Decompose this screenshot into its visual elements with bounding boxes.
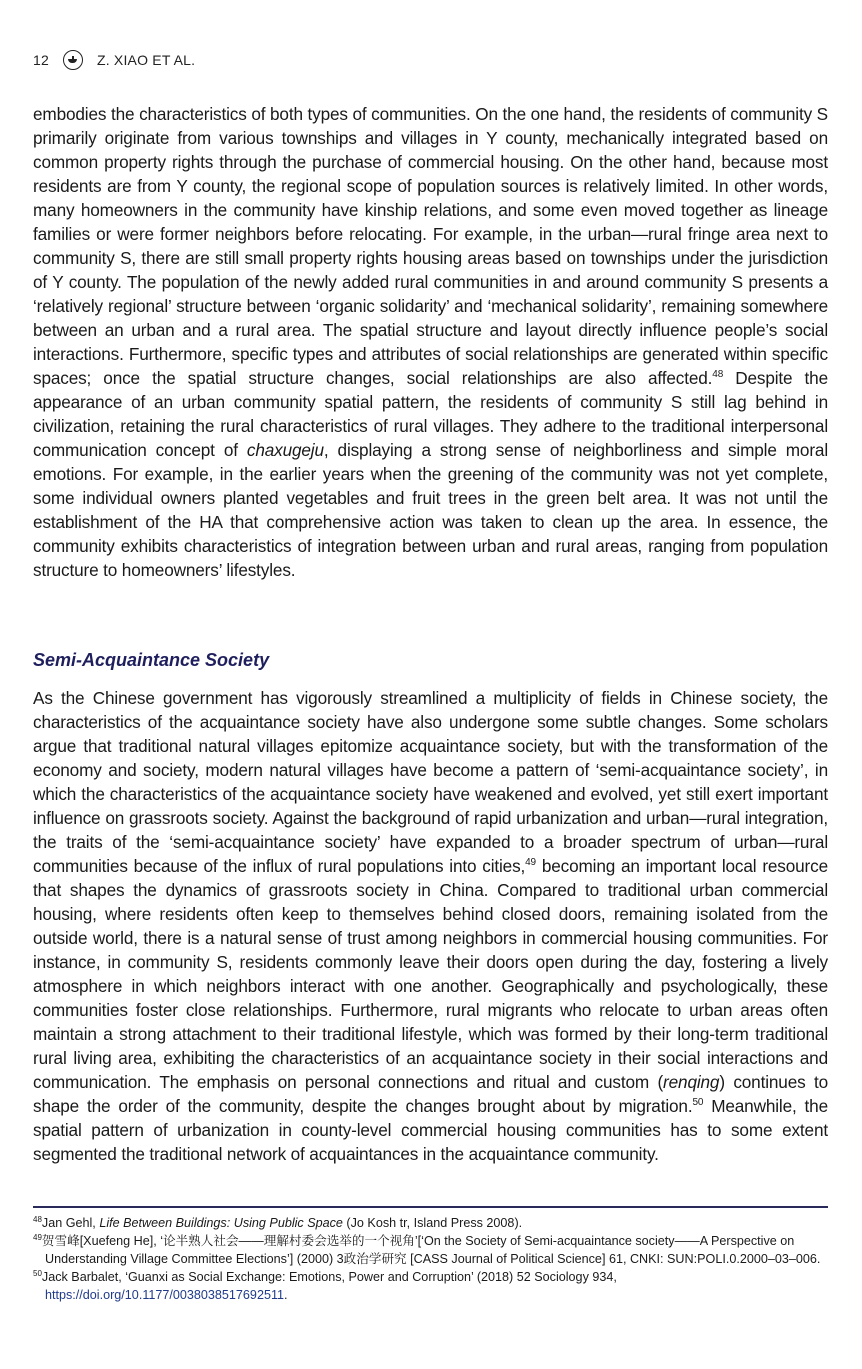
footnote-48 (33, 1214, 828, 1232)
journal-lamp-icon (63, 50, 83, 70)
footnote-text: Jack Barbalet, ‘Guanxi as Social Exchange: Emotions, Power and Corruption’ (2018) 52 Sociology 934, (41, 1270, 617, 1284)
paragraph-text: becoming an important local resource that shapes the dynamics of grassroots society in China. Compared to traditional urban commercial housing, where residents often keep to themselves behind closed doors, remaining isolated from the outside world, there is a natural sense of trust among neighbors in commercial housing communities. For instance, in community S, residents commonly leave their doors open during the day, fostering a lively atmosphere in which neighbors interact with one another. Geographically and psychologically, these communities foster close relationships. Furthermore, rural migrants who relocate to urban areas often maintain a strong attachment to their traditional lifestyle, which was formed by their long-term traditional rural living area, exhibiting the characteristics of an acquaintance society in their social interactions and communication. The emphasis on personal connections and ritual and custom ( (33, 856, 828, 1092)
footnotes (33, 1214, 828, 1304)
running-head (33, 50, 195, 70)
footnote-49 (33, 1232, 828, 1268)
footnote-ref-49[interactable]: 49 (525, 857, 536, 868)
paragraph-text: embodies the characteristics of both types of communities. On the one hand, the residents of community S primarily originate from various townships and villages in Y county, mechanically integrated based on common property rights through the purchase of commercial housing. On the other hand, because most residents are from Y county, the regional scope of population sources is relatively limited. In other words, many homeowners in the community have kinship relations, and some even moved together as lineage families or were former neighbors before relocating. For example, in the urban—rural fringe area next to community S, there are still small property rights housing areas based on townships under the jurisdiction of Y county. The population of the newly added rural communities in and around community S presents a ‘relatively regional’ structure between ‘organic solidarity’ and ‘mechanical solidarity’, remaining somewhere between an urban and a rural area. The spatial structure and layout directly influence people’s social interactions. Furthermore, specific types and attributes of social relationships are generated within specific spaces; once the spatial structure changes, social relationships are also affected. (33, 104, 828, 388)
footnote-divider (33, 1206, 828, 1208)
footnote-number: 48 (33, 1215, 42, 1224)
running-head-authors: Z. XIAO ET AL. (97, 52, 196, 68)
footnote-number: 50 (33, 1269, 42, 1278)
paragraph-text: ) continues to shape the order of the community, despite the changes brought about by migration. (33, 1072, 828, 1116)
footnote-ref-50[interactable]: 50 (692, 1097, 704, 1108)
paragraph-text: Despite the appearance of an urban community spatial pattern, the residents of community S still lag behind in civilization, retaining the rural characteristics of rural villages. They adhere to the traditional interpersonal communication concept of (33, 368, 828, 460)
footnote-book-title: Life Between Buildings: Using Public Space (99, 1216, 343, 1230)
italic-term-chaxugeju: chaxugeju (246, 440, 324, 460)
footnote-text: (Jo Kosh tr, Island Press 2008). (342, 1216, 523, 1230)
footnote-50 (33, 1268, 828, 1304)
italic-term-renqing: renqing (663, 1072, 720, 1092)
page-number: 12 (33, 52, 49, 68)
body-paragraph-2 (33, 686, 828, 1166)
paragraph-text: As the Chinese government has vigorously streamlined a multiplicity of fields in Chinese society, the characteristics of the acquaintance society have also undergone some subtle changes. Some scholars argue that traditional natural villages epitomize acquaintance society, but with the transformation of the economy and society, modern natural villages have become a pattern of ‘semi-acquaintance society’, in which the characteristics of the acquaintance society have weakened and evolved, yet still exert important influence on grassroots society. Against the background of rapid urbanization and urban—rural integration, the traits of the ‘semi-acquaintance society’ have expanded to a broader spectrum of urban—rural communities because of the influx of rural populations into cities, (33, 688, 828, 876)
footnote-text: 贺雪峰[Xuefeng He], ‘论半熟人社会——理解村委会选举的一个视角’[‘On the Society of Semi-acquaintance society——A Perspective on Understanding Village Committee Elections’] (2000) 3政治学研究 [CASS Journal of Political Science] 61, CNKI: SUN:POLI.0.2000–03–006. (41, 1234, 821, 1266)
footnote-ref-48[interactable]: 48 (712, 369, 724, 380)
doi-link[interactable]: https://doi.org/10.1177/0038038517692511 (45, 1288, 285, 1302)
section-heading: Semi-Acquaintance Society (33, 650, 270, 670)
paragraph-text: Meanwhile, the spatial pattern of urbanization in county-level commercial housing communities has to some extent segmented the traditional network of acquaintances in the acquaintance community. (33, 1096, 828, 1164)
paragraph-text: , displaying a strong sense of neighborliness and simple moral emotions. For example, in the earlier years when the greening of the community was not yet complete, some individual owners planted vegetables and fruit trees in the green belt area. It was not until the establishment of the HA that comprehensive action was taken to clean up the area. In essence, the community exhibits characteristics of integration between urban and rural areas, ranging from population structure to homeowners’ lifestyles. (33, 440, 828, 580)
body-paragraph-1 (33, 102, 828, 582)
footnote-number: 49 (33, 1233, 42, 1242)
footnote-text: . (284, 1288, 288, 1302)
footnote-text: Jan Gehl, (41, 1216, 100, 1230)
